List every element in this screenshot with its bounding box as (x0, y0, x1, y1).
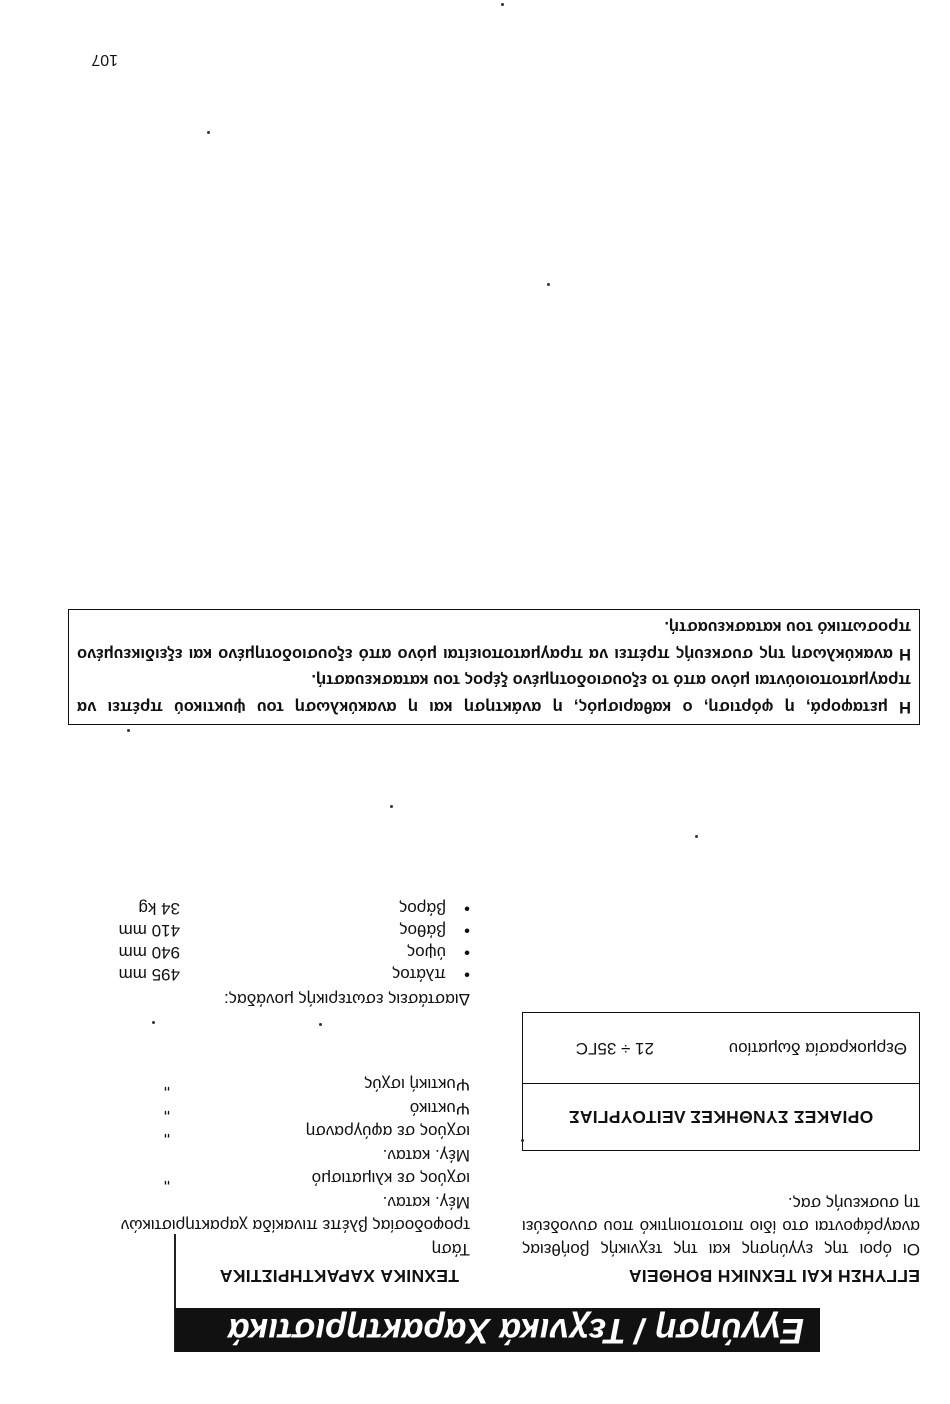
technical-specs-list (70, 1073, 470, 1261)
dimension-item (70, 897, 470, 919)
page-number: 107 (91, 51, 118, 68)
bullet-icon: • (464, 965, 470, 984)
dimension-value: 410 mm (118, 921, 180, 940)
room-temperature-value: 21 ÷ 35ΓC (575, 1039, 654, 1058)
dimensions-title: Διαστάσεις εσωτερικής μονάδας: (223, 990, 470, 1009)
ditto-mark: " (163, 1099, 170, 1118)
ditto-mark: " (163, 1169, 170, 1189)
dimension-name: βάρος (399, 899, 446, 918)
safety-notice-box (68, 609, 920, 725)
spec-name: τροφοδοσίας βλέπε πινακίδα χαρακτηριστικών (120, 1216, 470, 1236)
dimension-item (70, 941, 470, 963)
dimension-name: ύψος (406, 943, 446, 962)
dimension-name: πλάτος (392, 965, 446, 984)
bullet-icon: • (464, 899, 470, 918)
spec-row (70, 1238, 470, 1262)
operating-conditions-title: ΟΡΙΑΚΕΣ ΣΥΝΘΗΚΕΣ ΛΕΙΤΟΥΡΓΙΑΣ (523, 1083, 919, 1150)
spec-row (70, 1191, 470, 1215)
scan-speck (207, 131, 210, 134)
dimension-item (70, 919, 470, 941)
dimension-value: 495 mm (118, 965, 180, 984)
operating-conditions-box (522, 1012, 920, 1151)
spec-name: Μέγ. καταν. (382, 1193, 470, 1212)
room-temperature-label: Θερμοκρασία δωματίου (728, 1039, 907, 1058)
scan-speck (501, 3, 504, 6)
spec-row (70, 1144, 470, 1168)
dimension-item (70, 963, 470, 985)
spec-name: Ψυκτικό (409, 1099, 470, 1118)
technical-heading: ΤΕΧΝΙΚΑ ΧΑΡΑΚΤΗΡΙΣΤΙΚΑ (219, 1266, 459, 1286)
scan-speck (390, 805, 393, 808)
spec-name: Ψυκτική ισχύς (364, 1075, 470, 1095)
spec-name: Τάση (431, 1240, 470, 1259)
room-temperature-row (523, 1013, 919, 1083)
warranty-text: Οι όροι της εγγύησης και της τεχνικής βοήθειας αναγράφονται στο ίδιο πιστοποιητικό που συνοδεύει τη συσκευής σας. (522, 1194, 920, 1259)
scan-speck (127, 729, 130, 732)
bullet-icon: • (464, 943, 470, 962)
spec-row (70, 1120, 470, 1144)
ditto-mark: " (163, 1122, 170, 1142)
dimensions-list (70, 897, 470, 985)
dimension-value: 34 kg (138, 899, 180, 918)
safety-notice-line: Η μεταφορά, η φόρτιση, ο καθαρισμός, η ανάκτηση και η ανακύκλωση του ψυκτικού πρέπει να πραγματοποιούνται μόνο από το εξουσιοδοτημένο ξέρος του κατασκευαστή. (77, 671, 911, 716)
spec-name: Μέγ. καταν. (382, 1146, 470, 1165)
scan-speck (695, 835, 698, 838)
warranty-heading: ΕΓΓΥΗΣΗ ΚΑΙ ΤΕΧΝΙΚΗ ΒΟΗΘΕΙΑ (628, 1266, 920, 1286)
ditto-mark: " (163, 1075, 170, 1095)
safety-notice-line: Η ανακύκλωση της συσκευής πρέπει να πραγματοποιείται μόνο από εξουσιοδοτημένο και εξειδικευμένο προσωπικό του κατασκευαστή. (77, 618, 911, 663)
scan-speck (521, 1139, 524, 1142)
scan-speck (152, 1021, 155, 1024)
spec-row (70, 1073, 470, 1097)
dimension-value: 940 mm (118, 943, 180, 962)
bullet-icon: • (464, 921, 470, 940)
spec-row (70, 1214, 470, 1238)
spec-row (70, 1167, 470, 1191)
scan-speck (547, 283, 550, 286)
spec-name: ισχύος σε κλιματισμό (311, 1169, 470, 1189)
section-banner: Εγγύηση / Τεχνικά Χαρακτηριστικά (175, 1308, 820, 1352)
spec-name: ισχύος σε αφύγρανση (305, 1122, 470, 1142)
spec-row (70, 1097, 470, 1121)
dimension-name: βάθος (399, 921, 446, 940)
scan-speck (319, 1023, 322, 1026)
